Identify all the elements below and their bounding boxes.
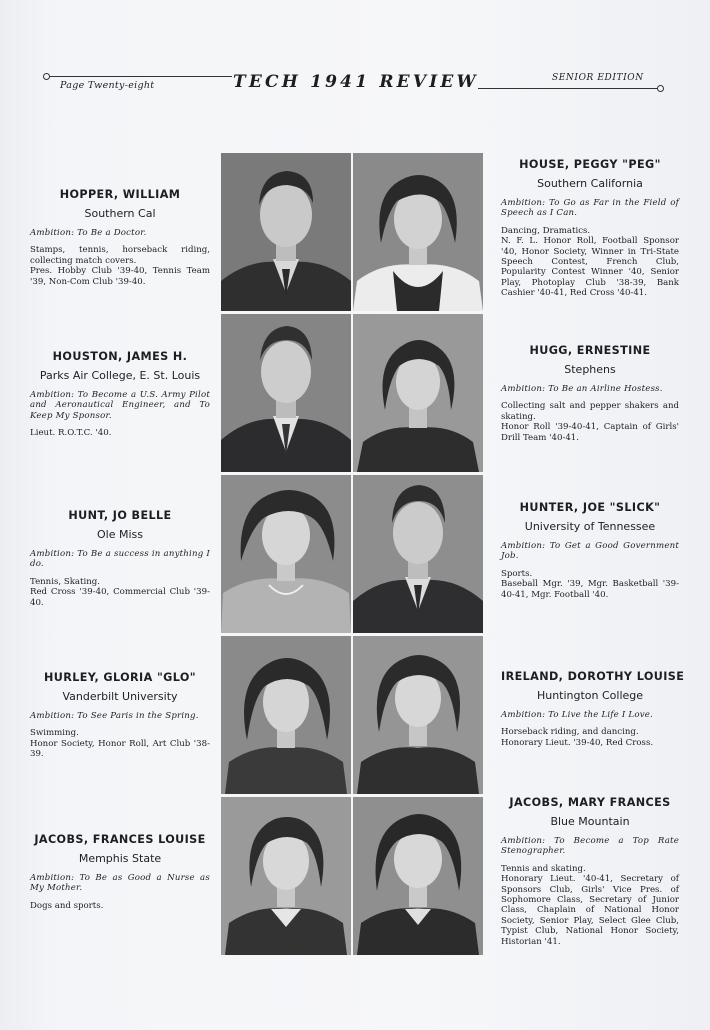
student-ambition: Ambition: To Live the Life I Love. <box>501 710 653 720</box>
student-activities: Dogs and sports. <box>30 900 104 911</box>
page-number: Page Twenty-eight <box>60 80 155 91</box>
student-ambition: Ambition: To Go as Far in the Field of Speech as I Can. <box>501 198 679 219</box>
student-name: HUNT, JO BELLE <box>68 509 172 522</box>
student-name: HUGG, ERNESTINE <box>529 344 651 357</box>
portrait-photo-hurley <box>221 636 351 794</box>
student-college: University of Tennessee <box>524 520 656 533</box>
student-activities: Sports. Baseball Mgr. '39, Mgr. Basketball '39-40-41, Mgr. Football '40. <box>501 568 679 600</box>
student-college: Huntington College <box>536 689 644 702</box>
student-ambition: Ambition: To Be as Good a Nurse as My Mother. <box>30 873 210 894</box>
student-college: Southern California <box>537 177 643 190</box>
portrait-photo-hunter <box>353 475 483 633</box>
student-college: Southern Cal <box>84 207 156 220</box>
header-rule-right <box>478 88 660 89</box>
portrait-photo-houston <box>221 314 351 472</box>
student-entry-house <box>501 158 679 299</box>
student-college: Vanderbilt University <box>62 690 178 703</box>
student-entry-houston <box>30 350 210 439</box>
portrait-photo-ireland <box>353 636 483 794</box>
student-name: HOUSTON, JAMES H. <box>52 350 188 363</box>
portrait-photo-hugg <box>353 314 483 472</box>
student-entry-jacobs-mary <box>501 796 679 947</box>
student-name: HOPPER, WILLIAM <box>59 188 181 201</box>
student-entry-hopper <box>30 188 210 287</box>
student-name: HURLEY, GLORIA "GLO" <box>43 671 197 684</box>
portrait-photo-house <box>353 153 483 311</box>
student-name: IRELAND, DOROTHY LOUISE <box>501 670 685 683</box>
student-entry-jacobs-frances <box>30 833 210 911</box>
student-ambition: Ambition: To See Paris in the Spring. <box>30 711 199 721</box>
student-activities: Collecting salt and pepper shakers and skating. Honor Roll '39-40-41, Captain of Girls' Drill Team '40-41. <box>501 401 679 443</box>
header-rule-left <box>47 76 232 77</box>
student-ambition: Ambition: To Be a success in anything I do. <box>30 549 210 570</box>
edition-label: SENIOR EDITION <box>552 73 644 83</box>
student-entry-hunter <box>501 501 679 600</box>
student-name: HUNTER, JOE "SLICK" <box>519 501 661 514</box>
student-entry-hurley <box>30 671 210 760</box>
student-college: Ole Miss <box>97 528 143 541</box>
student-ambition: Ambition: To Be a Doctor. <box>30 228 147 238</box>
student-entry-hugg <box>501 344 679 443</box>
portrait-photo-jacobs-mary <box>353 797 483 955</box>
student-name: JACOBS, FRANCES LOUISE <box>34 833 206 846</box>
student-activities: Swimming. Honor Society, Honor Roll, Art Club '38-39. <box>30 728 210 760</box>
student-college: Memphis State <box>78 852 162 865</box>
student-activities: Tennis and skating. Honorary Lieut. '40-41, Secretary of Sponsors Club, Girls' Vice Pres. of Sophomore Class, Secretary of Junior Class, Chaplain of National Honor Society, Senior Play, Select Glee Club, Typist Club, National Honor Society, Historian '41. <box>501 863 679 947</box>
student-activities: Lieut. R.O.T.C. '40. <box>30 428 112 439</box>
header-ornament-right <box>657 85 664 92</box>
portrait-photo-hunt <box>221 475 351 633</box>
publication-title: TECH 1941 REVIEW <box>233 72 479 92</box>
student-activities: Stamps, tennis, horseback riding, collecting match covers. Pres. Hobby Club '39-40, Tennis Team '39, Non-Com Club '39-40. <box>30 245 210 287</box>
student-ambition: Ambition: To Become a U.S. Army Pilot and Aeronautical Engineer, and To Keep My Sponsor. <box>30 390 210 421</box>
student-name: HOUSE, PEGGY "PEG" <box>519 158 661 171</box>
student-ambition: Ambition: To Be an Airline Hostess. <box>501 384 663 394</box>
student-college: Stephens <box>564 363 616 376</box>
student-activities: Tennis, Skating. Red Cross '39-40, Commercial Club '39-40. <box>30 576 210 608</box>
student-ambition: Ambition: To Become a Top Rate Stenographer. <box>501 836 679 857</box>
student-activities: Dancing, Dramatics. N. F. L. Honor Roll, Football Sponsor '40, Honor Society, Winner in Tri-State Speech Contest, French Club, Popularity Contest Winner '40, Senior Play, Photoplay Club '38-39, Bank Cashier '40-41, Red Cross '40-41. <box>501 225 679 299</box>
portrait-photo-hopper <box>221 153 351 311</box>
student-entry-ireland <box>501 670 685 748</box>
student-name: JACOBS, MARY FRANCES <box>509 796 671 809</box>
portrait-photo-jacobs-frances <box>221 797 351 955</box>
student-entry-hunt <box>30 509 210 608</box>
student-activities: Horseback riding, and dancing. Honorary Lieut. '39-40, Red Cross. <box>501 727 654 748</box>
header-ornament-left <box>43 73 50 80</box>
student-ambition: Ambition: To Get a Good Government Job. <box>501 541 679 562</box>
student-college: Parks Air College, E. St. Louis <box>39 369 201 382</box>
student-college: Blue Mountain <box>550 815 630 828</box>
